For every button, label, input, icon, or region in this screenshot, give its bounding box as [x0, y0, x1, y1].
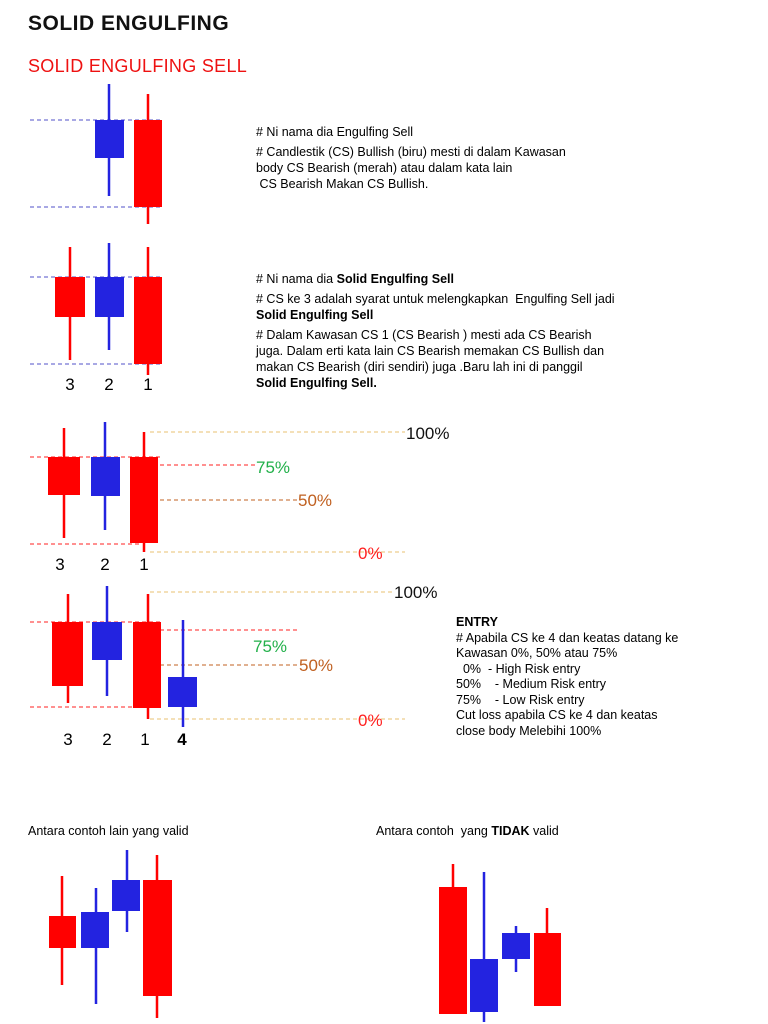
example-invalid — [439, 864, 561, 1022]
candle-bearish — [143, 880, 172, 996]
candle-bullish — [91, 457, 120, 496]
candle-bearish — [55, 277, 85, 317]
candle-bullish — [168, 677, 197, 707]
candle-number: 1 — [143, 375, 153, 394]
candle-number: 2 — [104, 375, 114, 394]
candle-bearish — [134, 120, 162, 207]
text-line: 0% - High Risk entry — [456, 661, 581, 676]
text-line: Cut loss apabila CS ke 4 dan keatas — [456, 708, 658, 722]
text-line: # Dalam Kawasan CS 1 (CS Bearish ) mesti ada CS Bearish — [256, 328, 592, 342]
level-label-100: 100% — [394, 583, 438, 602]
candle-bearish — [439, 887, 467, 1014]
text-line: 75% - Low Risk entry — [456, 692, 585, 707]
text-line: Solid Engulfing Sell — [256, 308, 374, 322]
candle-number: 3 — [63, 730, 73, 749]
candle-bullish — [95, 120, 124, 158]
candle-number: 1 — [139, 555, 149, 574]
text-line: # Ni nama dia Engulfing Sell — [256, 125, 414, 139]
text-line: # Apabila CS ke 4 dan keatas datang ke — [456, 630, 679, 645]
candle-number: 2 — [100, 555, 110, 574]
diagram-entry-levels — [30, 583, 437, 749]
text-line: 50% - Medium Risk entry — [456, 677, 607, 691]
level-label-50: 50% — [298, 491, 333, 510]
candle-bullish — [502, 933, 530, 959]
diagram-fibonacci-levels — [30, 422, 449, 574]
section2-text — [256, 271, 716, 391]
candle-number: 4 — [177, 730, 187, 749]
candle-bearish — [133, 622, 161, 708]
candle-bearish — [52, 622, 83, 686]
candle-bearish — [134, 277, 162, 364]
text-line: juga. Dalam erti kata lain CS Bearish memakan CS Bullish dan — [256, 344, 605, 358]
page-title: SOLID ENGULFING — [28, 12, 230, 35]
text-line: makan CS Bearish (diri sendiri) juga .Baru lah ini di panggil — [256, 360, 583, 374]
text-line: # Candlestik (CS) Bullish (biru) mesti di dalam Kawasan — [256, 145, 566, 159]
invalid-caption: Antara contoh yang TIDAK valid — [376, 824, 559, 838]
valid-caption: Antara contoh lain yang valid — [28, 824, 189, 838]
text-line: Solid Engulfing Sell. — [256, 376, 377, 390]
level-label-100: 100% — [406, 424, 450, 443]
candle-number: 2 — [102, 730, 112, 749]
candle-bullish — [470, 959, 498, 1012]
candle-bearish — [49, 916, 76, 948]
level-label-75: 75% — [253, 637, 288, 656]
text-line: body CS Bearish (merah) atau dalam kata lain — [256, 161, 513, 175]
section1-text — [256, 124, 566, 192]
text-line: CS Bearish Makan CS Bullish. — [256, 177, 429, 191]
level-label-50: 50% — [299, 656, 334, 675]
candle-number: 3 — [65, 375, 75, 394]
level-label-0: 0% — [358, 544, 383, 563]
candle-bullish — [92, 622, 122, 660]
text-line: Kawasan 0%, 50% atau 75% — [456, 646, 618, 660]
candle-bullish — [95, 277, 124, 317]
level-label-75: 75% — [256, 458, 291, 477]
text-line: # Ni nama dia Solid Engulfing Sell — [256, 272, 454, 286]
text-line: # CS ke 3 adalah syarat untuk melengkapkan Engulfing Sell jadi — [256, 292, 615, 306]
page-subtitle: SOLID ENGULFING SELL — [28, 56, 248, 76]
candle-bearish — [48, 457, 80, 495]
candle-number: 1 — [140, 730, 150, 749]
entry-text — [456, 615, 756, 739]
example-valid — [49, 850, 172, 1018]
candle-bearish — [534, 933, 561, 1006]
diagram-engulfing-sell — [30, 84, 162, 224]
candle-bullish — [112, 880, 140, 911]
level-label-0: 0% — [358, 711, 383, 730]
candle-number: 3 — [55, 555, 65, 574]
candle-bearish — [130, 457, 158, 543]
diagram-solid-engulfing-sell — [30, 243, 162, 394]
candle-bullish — [81, 912, 109, 948]
text-line: close body Melebihi 100% — [456, 723, 602, 738]
entry-heading: ENTRY — [456, 615, 498, 629]
